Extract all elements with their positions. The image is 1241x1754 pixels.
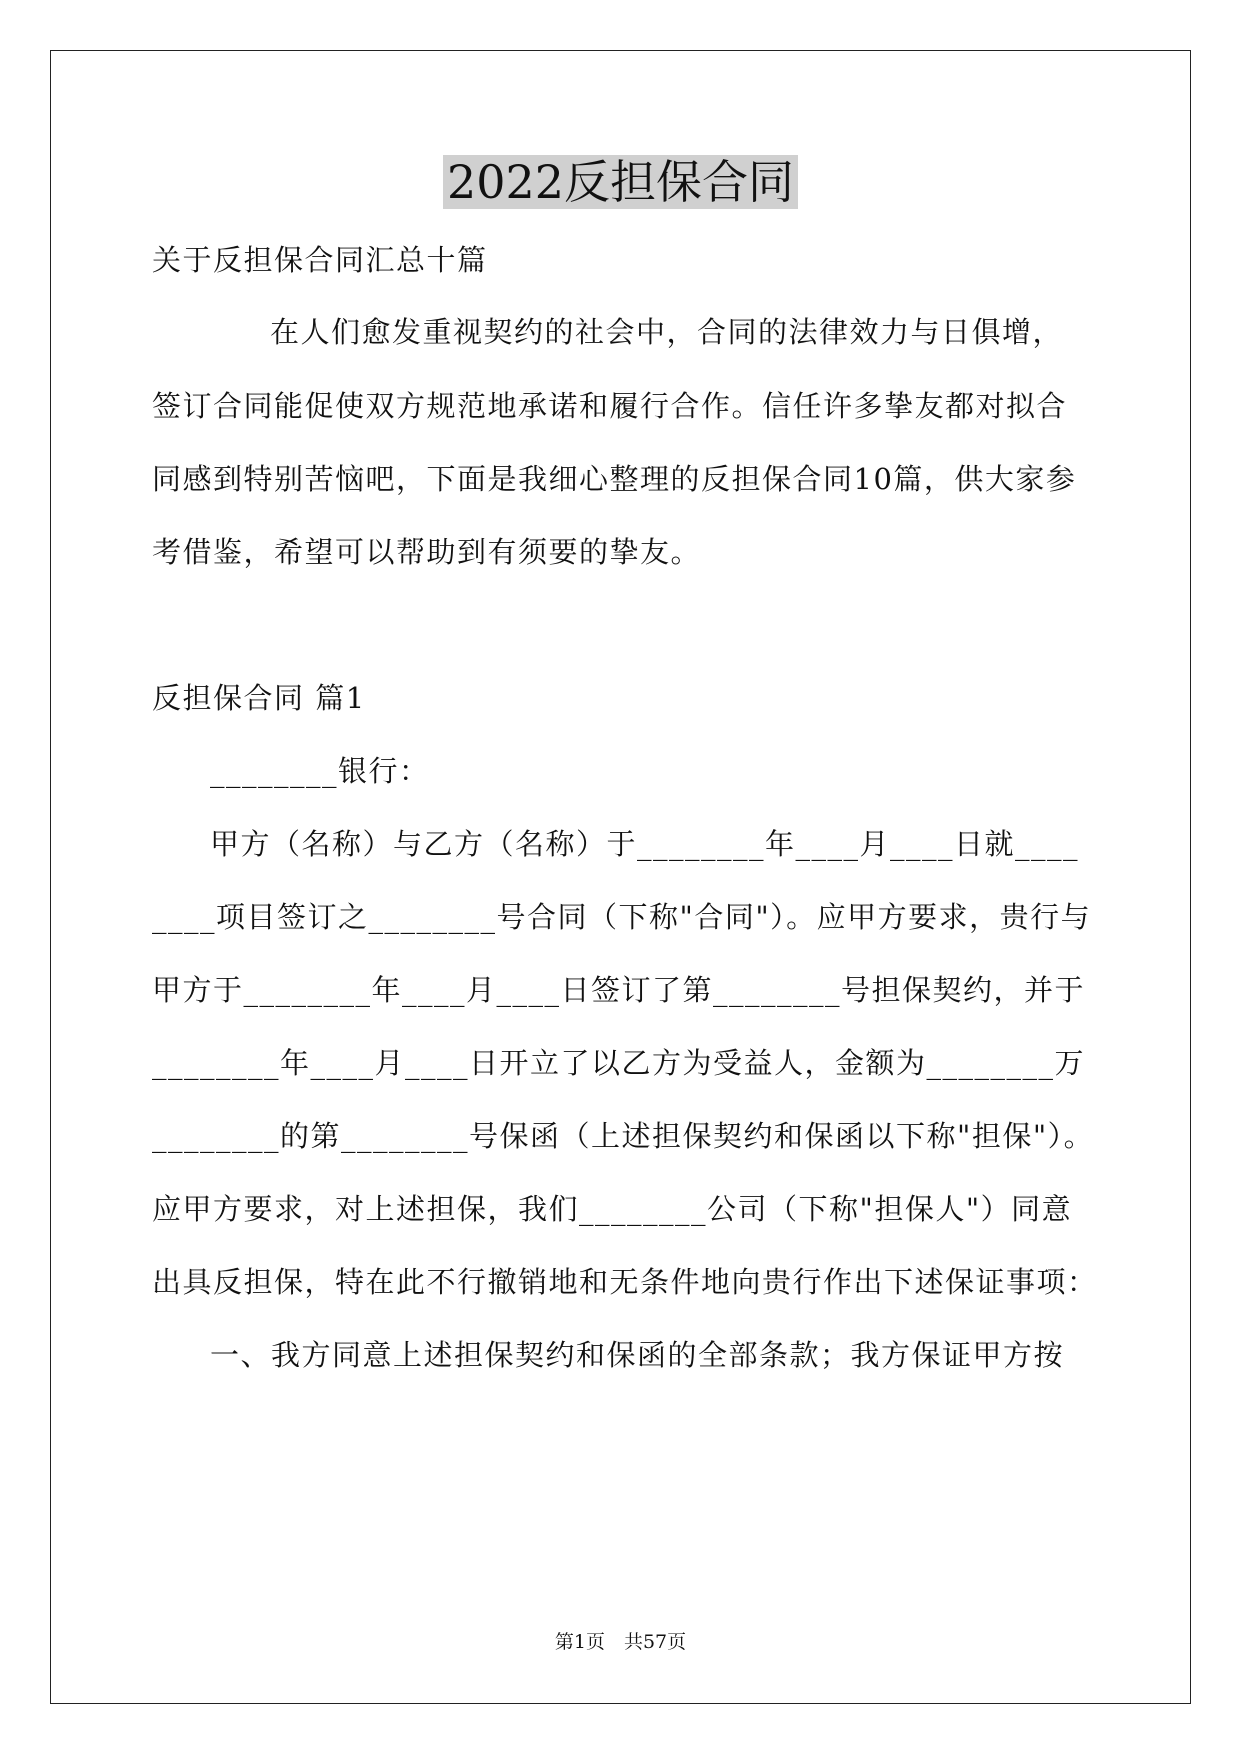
body-line: ____项目签订之________号合同（下称"合同"）。应甲方要求，贵行与 <box>152 900 1092 934</box>
body-line: 甲方于________年____月____日签订了第________号担保契约，并于 <box>152 973 1086 1007</box>
intro-line: 同感到特别苦恼吧，下面是我细心整理的反担保合同10篇，供大家参 <box>152 462 1077 496</box>
body-line: ________的第________号保函（上述担保契约和保函以下称"担保"）。 <box>152 1119 1095 1153</box>
page-border <box>50 50 1191 1704</box>
document-title-text: 2022反担保合同 <box>443 155 798 209</box>
body-line: 一、我方同意上述担保契约和保函的全部条款；我方保证甲方按 <box>210 1338 1065 1372</box>
intro-line: 考借鉴，希望可以帮助到有须要的挚友。 <box>152 535 702 569</box>
section-heading: 反担保合同 篇1 <box>152 681 366 715</box>
body-line: ________年____月____日开立了以乙方为受益人，金额为________万 <box>152 1046 1086 1080</box>
page-number: 第1页 共57页 <box>554 1631 687 1653</box>
intro-line: 签订合同能促使双方规范地承诺和履行合作。信任许多挚友都对拟合 <box>152 389 1068 423</box>
document-title <box>0 152 1241 212</box>
body-line: 应甲方要求，对上述担保，我们________公司（下称"担保人"）同意 <box>152 1192 1073 1226</box>
document-subtitle: 关于反担保合同汇总十篇 <box>152 243 488 277</box>
body-line: 出具反担保，特在此不行撤销地和无条件地向贵行作出下述保证事项： <box>152 1265 1098 1299</box>
body-line: ________银行： <box>210 754 430 788</box>
intro-line: 在人们愈发重视契约的社会中，合同的法律效力与日俱增， <box>270 315 1064 349</box>
body-line: 甲方（名称）与乙方（名称）于________年____月____日就____ <box>210 827 1080 861</box>
